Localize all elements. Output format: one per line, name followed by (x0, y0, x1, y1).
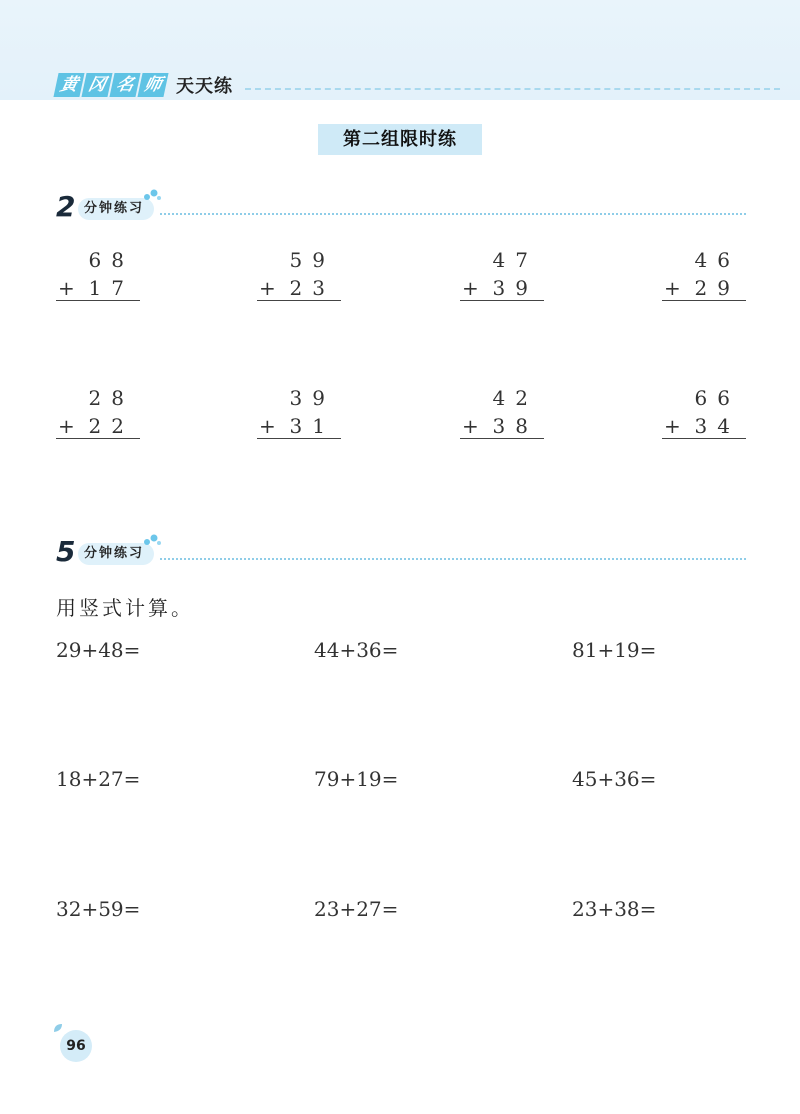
addition-problem: 79+19= (314, 767, 399, 791)
addition-problem: 18+27= (56, 767, 141, 791)
addend-top: 68 (88, 248, 134, 272)
vertical-addition-problem (56, 248, 140, 300)
brand-char: 冈 (81, 73, 112, 97)
splash-icon (142, 188, 162, 202)
sum-line (662, 438, 746, 439)
plus-sign: + (664, 276, 681, 300)
addend-top: 42 (492, 386, 538, 410)
addend-top: 59 (289, 248, 335, 272)
vertical-addition-problem (662, 248, 746, 300)
leaf-icon (52, 1022, 64, 1034)
addend-top: 46 (694, 248, 740, 272)
section-divider (160, 213, 746, 215)
plus-sign: + (664, 414, 681, 438)
addend-top: 39 (289, 386, 335, 410)
addend-bottom: 38 (492, 414, 538, 438)
addend-bottom: 29 (694, 276, 740, 300)
brand-char: 黄 (53, 73, 84, 97)
section-label: 分钟练习 (78, 543, 154, 565)
section-label: 分钟练习 (78, 198, 154, 220)
vertical-addition-problem (460, 248, 544, 300)
addition-problem: 44+36= (314, 638, 399, 662)
addition-problem: 45+36= (572, 767, 657, 791)
sum-line (257, 300, 341, 301)
addend-bottom: 34 (694, 414, 740, 438)
plus-sign: + (259, 276, 276, 300)
vertical-addition-problem (662, 386, 746, 438)
addition-problem: 23+27= (314, 897, 399, 921)
addend-top: 28 (88, 386, 134, 410)
vertical-addition-problem (257, 386, 341, 438)
addend-top: 47 (492, 248, 538, 272)
brand-char: 师 (137, 73, 168, 97)
page-title: 第二组限时练 (318, 124, 482, 155)
section-number: 5 (56, 535, 76, 568)
sum-line (257, 438, 341, 439)
addend-bottom: 39 (492, 276, 538, 300)
sum-line (56, 438, 140, 439)
addend-bottom: 23 (289, 276, 335, 300)
section-header-5min (56, 533, 746, 573)
sum-line (460, 438, 544, 439)
vertical-addition-problem (257, 248, 341, 300)
vertical-addition-problem (56, 386, 140, 438)
header-divider (245, 88, 780, 90)
plus-sign: + (58, 414, 75, 438)
brand-subtitle: 天天练 (176, 76, 233, 97)
sum-line (662, 300, 746, 301)
addend-bottom: 31 (289, 414, 335, 438)
vertical-addition-problem (460, 386, 544, 438)
splash-icon (142, 533, 162, 547)
addition-problem: 81+19= (572, 638, 657, 662)
page-number: 96 (60, 1030, 92, 1062)
instruction-text: 用竖式计算。 (56, 596, 194, 620)
section-number: 2 (56, 190, 76, 223)
addition-problem: 23+38= (572, 897, 657, 921)
addend-top: 66 (694, 386, 740, 410)
plus-sign: + (259, 414, 276, 438)
section-header-2min (56, 188, 746, 228)
addend-bottom: 22 (88, 414, 134, 438)
plus-sign: + (462, 414, 479, 438)
addition-problem: 29+48= (56, 638, 141, 662)
addition-problem: 32+59= (56, 897, 141, 921)
brand-logo (56, 72, 233, 98)
section-divider (160, 558, 746, 560)
sum-line (460, 300, 544, 301)
sum-line (56, 300, 140, 301)
addend-bottom: 17 (88, 276, 134, 300)
plus-sign: + (462, 276, 479, 300)
brand-char: 名 (109, 73, 140, 97)
plus-sign: + (58, 276, 75, 300)
